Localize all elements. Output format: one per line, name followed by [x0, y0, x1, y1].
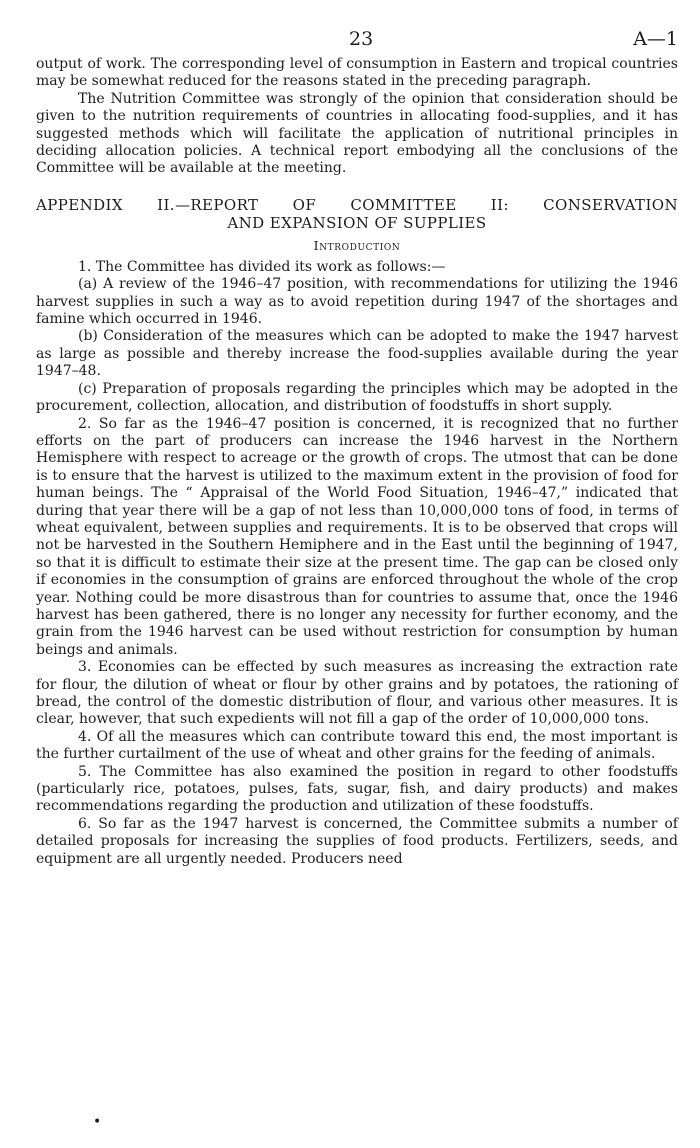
nutrition-committee-paragraph: The Nutrition Committee was strongly of the opinion that consideration should be given to the nutrition requirements of countries in allocating food-supplies, and it has suggested methods which will facilitate the application of nutritional principles in deciding allocation policies. A technical report embodying all the conclusions of the Committee will be available at the meeting. — [36, 90, 678, 177]
document-page — [36, 28, 678, 868]
continuation-paragraph: output of work. The corresponding level of consumption in Eastern and tropical countries may be somewhat reduced for the reasons stated in the preceding paragraph. — [36, 56, 678, 90]
paragraph-5: 5. The Committee has also examined the position in regard to other foodstuffs (particularly rice, potatoes, pulses, fats, sugar, fish, and dairy products) and makes recommendations regarding the production and utilization of these foodstuffs. — [36, 763, 678, 815]
paragraph-1b: (b) Consideration of the measures which can be adopted to make the 1947 harvest as large as possible and thereby increase the food-supplies available during the year 1947–48. — [36, 328, 678, 380]
paragraph-1a: (a) A review of the 1946–47 position, with recommendations for utilizing the 1946 harvest supplies in such a way as to avoid repetition during 1947 of the shortages and famine which occurred in 1946. — [36, 276, 678, 328]
appendix-title-line1: APPENDIX II.—REPORT OF COMMITTEE II: CONSERVATION — [36, 195, 678, 214]
appendix-title-line2: AND EXPANSION OF SUPPLIES — [227, 213, 487, 232]
running-header — [36, 28, 678, 56]
paragraph-4: 4. Of all the measures which can contribute toward this end, the most important is the further curtailment of the use of wheat and other grains for the feeding of animals. — [36, 728, 678, 763]
paragraph-2: 2. So far as the 1946–47 position is concerned, it is recognized that no further efforts on the part of producers can increase the 1946 harvest in the Northern Hemisphere with respect to acreage or the growth of crops. The utmost that can be done is to ensure that the harvest is utilized to the maximum extent in the provision of food for human beings. The “ Appraisal of the World Food Situation, 1946–47,” indicated that during that year there will be a gap of not less than 10,000,000 tons of food, in terms of wheat equivalent, between supplies and requirements. It is to be observed that crops will not be harvested in the Southern Hemiphere and in the East until the beginning of 1947, so that it is difficult to estimate their size at the present time. The gap can be closed only if economies in the consumption of grains are enforced throughout the whole of the crop year. Nothing could be more disastrous than for countries to assume that, once the 1946 harvest has been gathered, there is no longer any necessity for further economy, and the grain from the 1946 harvest can be used without restriction for consumption by human beings and animals. — [36, 415, 678, 658]
paragraph-1c: (c) Preparation of proposals regarding the principles which may be adopted in the procurement, collection, allocation, and distribution of foodstuffs in short supply. — [36, 380, 678, 415]
paragraph-3: 3. Economies can be effected by such measures as increasing the extraction rate for flour, the dilution of wheat or flour by other grains and by potatoes, the rationing of bread, the control of the domestic distribution of flour, and various other measures. It is clear, however, that such expedients will not fill a gap of the order of 10,000,000 tons. — [36, 659, 678, 728]
document-reference: A—1 — [633, 28, 678, 50]
paragraph-1: 1. The Committee has divided its work as follows:— — [78, 258, 446, 275]
paragraph-6: 6. So far as the 1947 harvest is concerned, the Committee submits a number of detailed proposals for increasing the supplies of food products. Fertilizers, seeds, and equipment are all urgently needed. Producers need — [36, 815, 678, 867]
footer-bullet-mark: • — [93, 1114, 102, 1130]
section-heading: Introduction — [313, 237, 401, 253]
page-number: 23 — [349, 28, 374, 50]
